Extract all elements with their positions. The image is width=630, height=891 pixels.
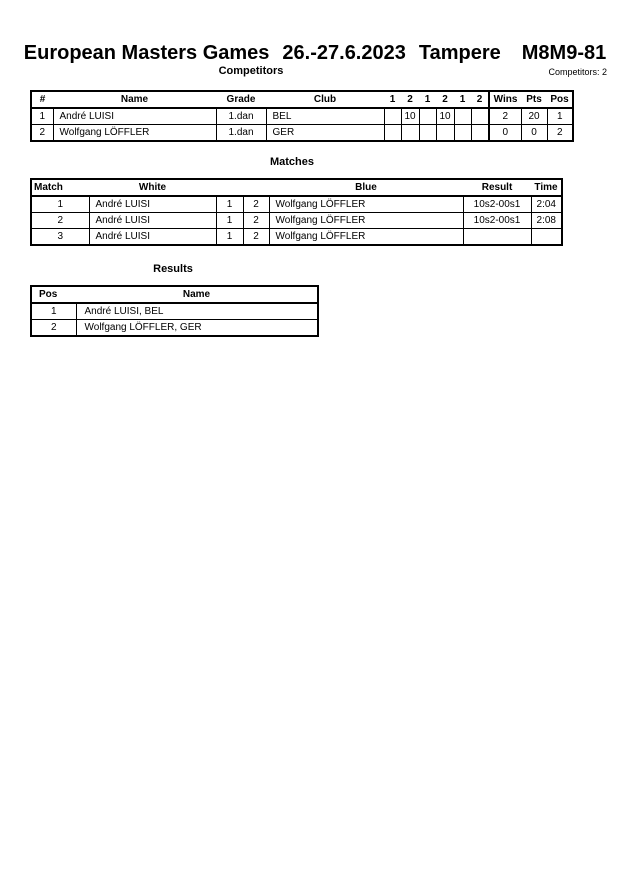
competitor-pos: 1 — [547, 108, 573, 125]
match-time: 2:04 — [531, 196, 562, 213]
col-white: White — [89, 179, 216, 196]
col-name: Name — [76, 286, 318, 303]
match-blue-name: Wolfgang LÖFFLER — [269, 196, 463, 213]
col-blue: Blue — [269, 179, 463, 196]
score-cell — [454, 108, 471, 125]
match-blue-num: 2 — [243, 196, 269, 213]
col-time: Time — [531, 179, 562, 196]
score-cell — [384, 125, 401, 142]
results-header-row — [31, 286, 318, 303]
match-row — [31, 213, 562, 229]
results-section-title: Results — [153, 263, 193, 275]
score-cell: 10 — [401, 108, 419, 125]
col-number: # — [31, 91, 53, 108]
score-cell — [471, 125, 489, 142]
results-table — [30, 285, 319, 337]
title-city: Tampere — [418, 42, 501, 64]
competitors-table — [30, 90, 574, 142]
match-blue-name: Wolfgang LÖFFLER — [269, 229, 463, 246]
match-white-num: 1 — [216, 213, 243, 229]
competitor-club: GER — [266, 125, 384, 142]
title-date: 26.-27.6.2023 — [282, 42, 406, 64]
col-score-2: 2 — [401, 91, 419, 108]
match-blue-num: 2 — [243, 213, 269, 229]
col-club: Club — [266, 91, 384, 108]
match-number: 3 — [31, 229, 89, 246]
matches-header-row — [31, 179, 562, 196]
match-time: 2:08 — [531, 213, 562, 229]
competitor-name: Wolfgang LÖFFLER — [53, 125, 216, 142]
col-score-3: 1 — [419, 91, 436, 108]
match-blue-name: Wolfgang LÖFFLER — [269, 213, 463, 229]
match-white-num: 1 — [216, 229, 243, 246]
match-white-name: André LUISI — [89, 213, 216, 229]
score-cell: 10 — [436, 108, 454, 125]
score-cell — [436, 125, 454, 142]
match-result: 10s2-00s1 — [463, 196, 531, 213]
score-cell — [454, 125, 471, 142]
competitor-row — [31, 125, 573, 142]
competitor-pts: 20 — [521, 108, 547, 125]
competitor-club: BEL — [266, 108, 384, 125]
match-white-name: André LUISI — [89, 229, 216, 246]
competitor-grade: 1.dan — [216, 108, 266, 125]
title-category: M8M9-81 — [521, 42, 607, 64]
result-name: André LUISI, BEL — [76, 303, 318, 320]
result-row — [31, 303, 318, 320]
col-grade: Grade — [216, 91, 266, 108]
result-row — [31, 320, 318, 337]
col-score-6: 2 — [471, 91, 489, 108]
col-blue-num — [243, 179, 269, 196]
result-pos: 2 — [31, 320, 76, 337]
score-cell — [419, 108, 436, 125]
competitor-pos: 2 — [547, 125, 573, 142]
competitor-wins: 2 — [489, 108, 521, 125]
score-cell — [419, 125, 436, 142]
competitor-wins: 0 — [489, 125, 521, 142]
match-number: 2 — [31, 213, 89, 229]
col-pts: Pts — [521, 91, 547, 108]
match-result — [463, 229, 531, 246]
match-white-name: André LUISI — [89, 196, 216, 213]
col-score-1: 1 — [384, 91, 401, 108]
col-score-4: 2 — [436, 91, 454, 108]
match-row — [31, 229, 562, 246]
col-white-num — [216, 179, 243, 196]
col-result: Result — [463, 179, 531, 196]
match-white-num: 1 — [216, 196, 243, 213]
match-result: 10s2-00s1 — [463, 213, 531, 229]
competitor-grade: 1.dan — [216, 125, 266, 142]
col-name: Name — [53, 91, 216, 108]
score-cell — [471, 108, 489, 125]
col-pos: Pos — [31, 286, 76, 303]
competitor-number: 2 — [31, 125, 53, 142]
col-match: Match — [31, 179, 89, 196]
competitor-number: 1 — [31, 108, 53, 125]
matches-table — [30, 178, 563, 246]
match-row — [31, 196, 562, 213]
competitor-name: André LUISI — [53, 108, 216, 125]
title-event: European Masters Games — [23, 42, 270, 64]
competitor-pts: 0 — [521, 125, 547, 142]
competitors-section-title: Competitors — [218, 65, 284, 77]
col-score-5: 1 — [454, 91, 471, 108]
competitors-count-label: Competitors: 2 — [548, 67, 607, 77]
page-title — [0, 42, 630, 65]
match-time — [531, 229, 562, 246]
match-blue-num: 2 — [243, 229, 269, 246]
matches-section-title: Matches — [269, 156, 315, 168]
result-pos: 1 — [31, 303, 76, 320]
score-cell — [401, 125, 419, 142]
score-cell — [384, 108, 401, 125]
competitor-row — [31, 108, 573, 125]
col-wins: Wins — [489, 91, 521, 108]
col-pos: Pos — [547, 91, 573, 108]
competitors-header-row — [31, 91, 573, 108]
match-number: 1 — [31, 196, 89, 213]
result-name: Wolfgang LÖFFLER, GER — [76, 320, 318, 337]
